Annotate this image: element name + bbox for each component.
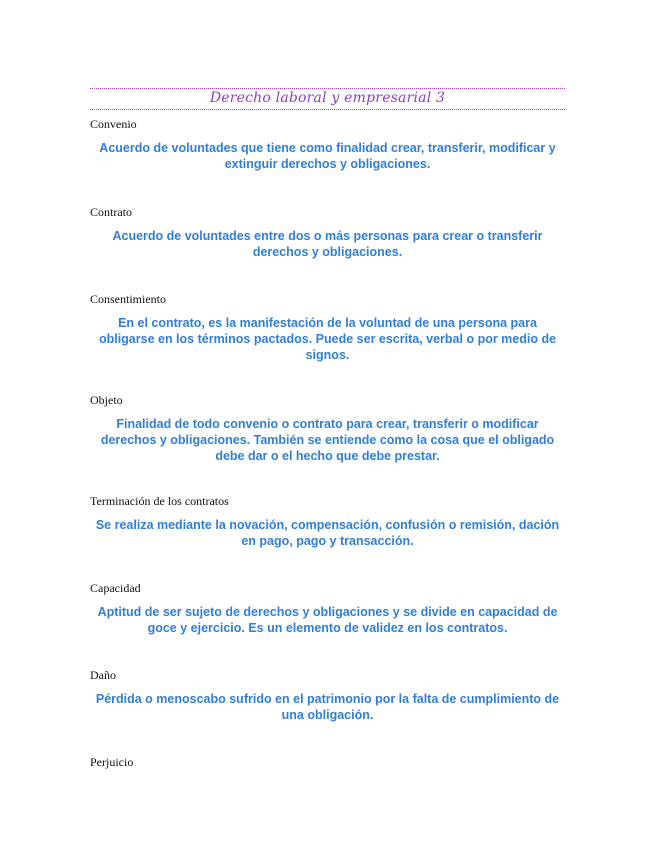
title-top-rule — [90, 88, 565, 89]
definition-contrato: Acuerdo de voluntades entre dos o más personas para crear o transferir derechos y obligaciones. — [112, 229, 543, 259]
term-convenio: Convenio — [90, 117, 137, 131]
definition-capacidad: Aptitud de ser sujeto de derechos y obligaciones y se divide en capacidad de goce y ejercicio. Es un elemento de validez en los contratos. — [97, 605, 558, 635]
term-consentimiento: Consentimiento — [90, 292, 166, 306]
definition-consentimiento: En el contrato, es la manifestación de la voluntad de una persona para obligarse en los términos pactados. Puede ser escrita, verbal o por medio de signos. — [98, 316, 557, 362]
definition-terminacion: Se realiza mediante la novación, compensación, confusión o remisión, dación en pago, pago y transacción. — [95, 518, 560, 548]
definition-dano: Pérdida o menoscabo sufrido en el patrimonio por la falta de cumplimiento de una obligación. — [95, 692, 560, 722]
definition-convenio: Acuerdo de voluntades que tiene como finalidad crear, transferir, modificar y extinguir derechos y obligaciones. — [99, 141, 556, 171]
term-terminacion: Terminación de los contratos — [90, 494, 229, 508]
definition-objeto: Finalidad de todo convenio o contrato para crear, transferir o modificar derechos y obligaciones. También se entiende como la cosa que el obligado debe dar o el hecho que debe prestar. — [100, 417, 555, 463]
term-capacidad: Capacidad — [90, 581, 141, 595]
term-contrato: Contrato — [90, 205, 132, 219]
document-title: Derecho laboral y empresarial 3 — [209, 90, 446, 106]
term-dano: Daño — [90, 668, 116, 682]
title-bottom-rule — [90, 109, 565, 110]
term-perjuicio: Perjuicio — [90, 755, 134, 769]
term-objeto: Objeto — [90, 393, 123, 407]
